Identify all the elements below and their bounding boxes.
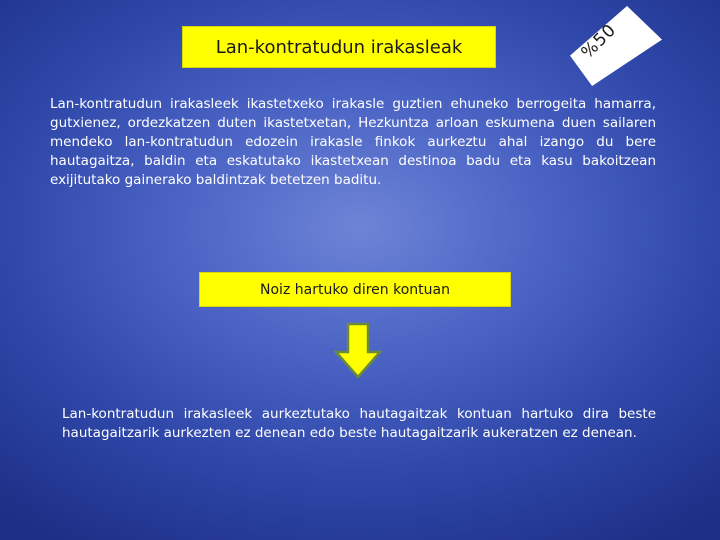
- body-paragraph-2: Lan-kontratudun irakasleek aurkeztutako hautagaitzak kontuan hartuko dira beste hautagaitzarik aurkezten ez denean edo beste hautagaitzarik aukeratzen ez denean.: [62, 406, 656, 441]
- slide-title-box: [182, 26, 496, 68]
- subtitle-box: [199, 272, 511, 307]
- percent-badge-label: %50: [577, 19, 621, 63]
- down-arrow-icon: [333, 322, 383, 380]
- body-paragraph-1: Lan-kontratudun irakasleek ikastetxeko irakasle guztien ehuneko berrogeita hamarra, gutxienez, ordezkatzen duten ikastetxetan, Hezkuntza arloan eskumena duen sailaren mendeko lan-kontratudun edozein irakasle finkok aurkeztu ahal izango du bere hautagaitza, baldin eta eskatutako ikastetxean destinoa badu eta kasu bakoitzean exijitutako gainerako baldintzak betetzen baditu.: [50, 96, 656, 188]
- subtitle-label: Noiz hartuko diren kontuan: [260, 281, 450, 298]
- slide-title: Lan-kontratudun irakasleak: [215, 36, 463, 58]
- down-arrow-shape: [336, 324, 380, 377]
